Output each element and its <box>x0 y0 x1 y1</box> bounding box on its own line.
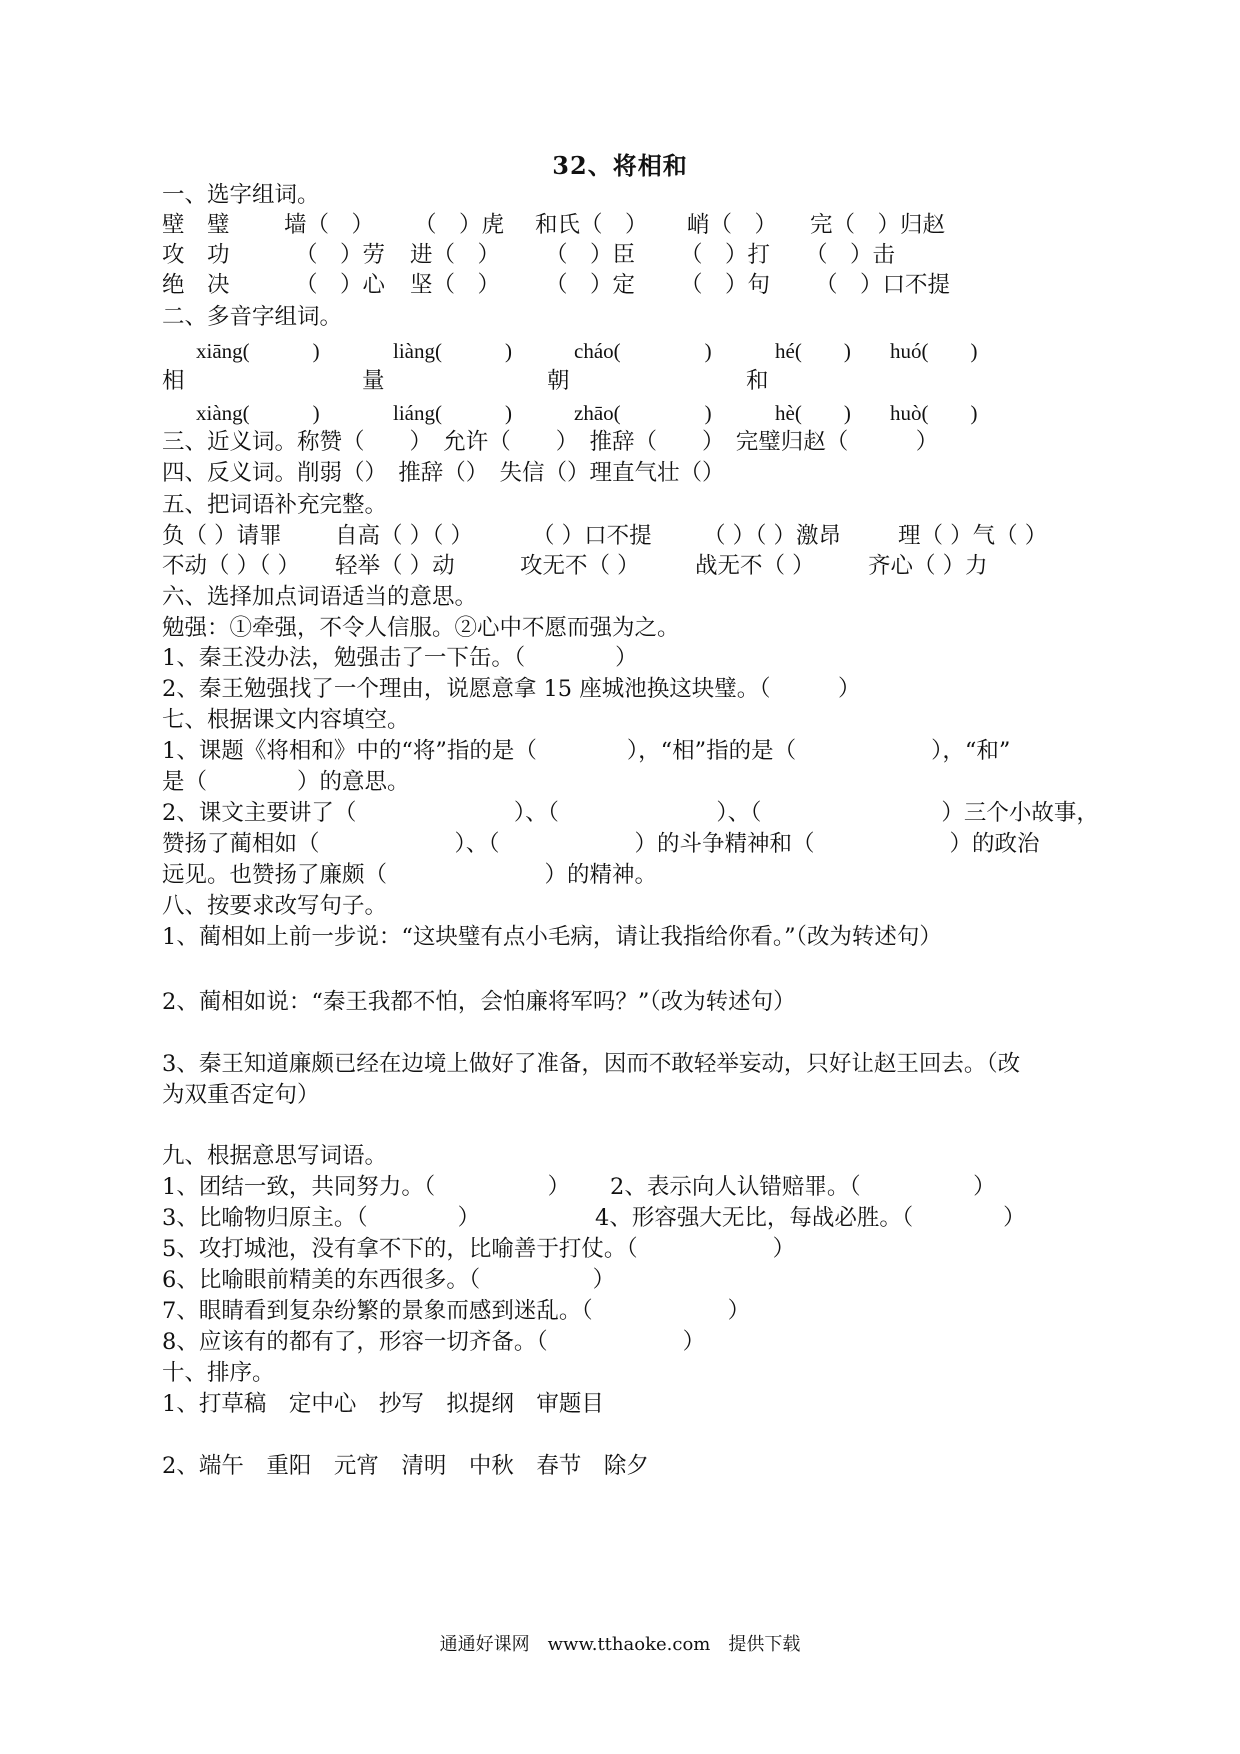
rewrite-question: 2、蔺相如说：“秦王我都不怕，会怕廉将军吗？”（改为转述句） <box>162 989 796 1015</box>
fill-line: 是（ ）的意思。 <box>162 769 410 795</box>
section-5-heading: 五、把词语补充完整。 <box>162 492 388 518</box>
definition-line: 勉强：①牵强，不令人信服。②心中不愿而强为之。 <box>162 615 680 641</box>
ordering-question: 2、端午 重阳 元宵 清明 中秋 春节 除夕 <box>162 1453 649 1479</box>
section-4-antonyms: 四、反义词。削弱（） 推辞（） 失信（）理直气壮（） <box>162 460 725 486</box>
question-line: 1、秦王没办法，勉强击了一下缶。（ ） <box>162 645 638 671</box>
polyphone-char: 量 <box>362 368 385 394</box>
pinyin-blank: xiāng( ) <box>196 339 320 363</box>
word-blank: （ ）口不提 <box>815 272 951 298</box>
pinyin-blank: cháo( ) <box>574 339 712 363</box>
section-7-heading: 七、根据课文内容填空。 <box>162 707 410 733</box>
meaning-question: 4、形容强大无比，每战必胜。（ ） <box>595 1205 1026 1231</box>
ordering-question: 1、打草稿 定中心 抄写 拟提纲 审题目 <box>162 1391 604 1417</box>
pinyin-blank: zhāo( ) <box>574 401 712 425</box>
pinyin-blank: liáng( ) <box>393 401 512 425</box>
meaning-question: 8、应该有的都有了，形容一切齐备。（ ） <box>162 1329 706 1355</box>
idiom-blank: （ ）口不提 <box>532 523 652 549</box>
word-blank: （ ）臣 <box>545 242 636 268</box>
section-8-heading: 八、按要求改写句子。 <box>162 893 388 919</box>
section-10-heading: 十、排序。 <box>162 1360 275 1386</box>
section-9-heading: 九、根据意思写词语。 <box>162 1143 388 1169</box>
fill-line: 1、课题《将相和》中的“将”指的是（ ），“相”指的是（ ），“和” <box>162 738 1011 764</box>
pinyin-blank: liàng( ) <box>393 339 512 363</box>
section-6-heading: 六、选择加点词语适当的意思。 <box>162 584 478 610</box>
word-blank: （ ）定 <box>545 272 636 298</box>
word-blank: （ ）心 <box>295 272 386 298</box>
footer-credit: 通通好课网 www.tthaoke.com 提供下载 <box>439 1634 801 1655</box>
pinyin-blank: hè( ) <box>775 401 851 425</box>
fill-line: 远见。也赞扬了廉颇（ ）的精神。 <box>162 862 658 888</box>
word-blank: 坚（ ） <box>410 272 501 298</box>
question-line: 2、秦王勉强找了一个理由，说愿意拿 15 座城池换这块璧。（ ） <box>162 676 861 702</box>
rewrite-question: 1、蔺相如上前一步说：“这块璧有点小毛病，请让我指给你看。”（改为转述句） <box>162 924 942 950</box>
pinyin-blank: hé( ) <box>775 339 851 363</box>
word-blank: （ ）击 <box>805 242 896 268</box>
idiom-blank: 轻举（ ）动 <box>335 553 455 579</box>
idiom-blank: 负（ ）请罪 <box>162 523 282 549</box>
idiom-blank: （ ）（ ）激昂 <box>703 523 842 549</box>
meaning-question: 1、团结一致，共同努力。（ ） <box>162 1174 571 1200</box>
pinyin-blank: huó( ) <box>890 339 978 363</box>
rewrite-question: 3、秦王知道廉颇已经在边境上做好了准备，因而不敢轻举妄动，只好让赵王回去。（改 <box>162 1051 1021 1077</box>
polyphone-char: 朝 <box>547 368 570 394</box>
word-blank: （ ）劳 <box>295 242 386 268</box>
idiom-blank: 攻无不（ ） <box>520 553 640 579</box>
word-blank: （ ）虎 <box>414 212 505 238</box>
meaning-question: 2、表示向人认错赔罪。（ ） <box>610 1174 996 1200</box>
char-pair: 攻 功 <box>162 242 230 268</box>
word-blank: （ ）句 <box>680 272 771 298</box>
char-pair: 壁 璧 <box>162 212 230 238</box>
word-blank: 峭（ ） <box>687 212 778 238</box>
meaning-question: 7、眼睛看到复杂纷繁的景象而感到迷乱。（ ） <box>162 1298 751 1324</box>
fill-line: 赞扬了蔺相如（ ）、（ ）的斗争精神和（ ）的政治 <box>162 831 1040 857</box>
section-2-heading: 二、多音字组词。 <box>162 304 343 330</box>
word-blank: 和氏（ ） <box>535 212 648 238</box>
word-blank: （ ）打 <box>680 242 771 268</box>
word-blank: 进（ ） <box>410 242 501 268</box>
polyphone-char: 和 <box>746 368 769 394</box>
idiom-blank: 理（ ）气（ ） <box>898 523 1048 549</box>
polyphone-char: 相 <box>162 368 185 394</box>
fill-line: 2、课文主要讲了（ ）、（ ）、（ ）三个小故事， <box>162 800 1099 826</box>
char-pair: 绝 决 <box>162 272 230 298</box>
word-blank: 完（ ）归赵 <box>810 212 946 238</box>
idiom-blank: 不动（ ）（ ） <box>162 553 301 579</box>
meaning-question: 6、比喻眼前精美的东西很多。（ ） <box>162 1267 616 1293</box>
word-blank: 墙（ ） <box>284 212 375 238</box>
idiom-blank: 战无不（ ） <box>695 553 815 579</box>
pinyin-blank: xiàng( ) <box>196 401 320 425</box>
pinyin-blank: huò( ) <box>890 401 978 425</box>
idiom-blank: 齐心（ ）力 <box>868 553 988 579</box>
section-1-heading: 一、选字组词。 <box>162 182 320 208</box>
section-3-synonyms: 三、近义词。称赞（ ） 允许（ ） 推辞（ ） 完璧归赵（ ） <box>162 429 939 455</box>
meaning-question: 3、比喻物归原主。（ ） <box>162 1205 481 1231</box>
rewrite-question: 为双重否定句） <box>162 1082 320 1108</box>
page-title: 32、将相和 <box>552 151 688 180</box>
meaning-question: 5、攻打城池，没有拿不下的，比喻善于打仗。（ ） <box>162 1236 796 1262</box>
idiom-blank: 自高（ ）（ ） <box>335 523 474 549</box>
